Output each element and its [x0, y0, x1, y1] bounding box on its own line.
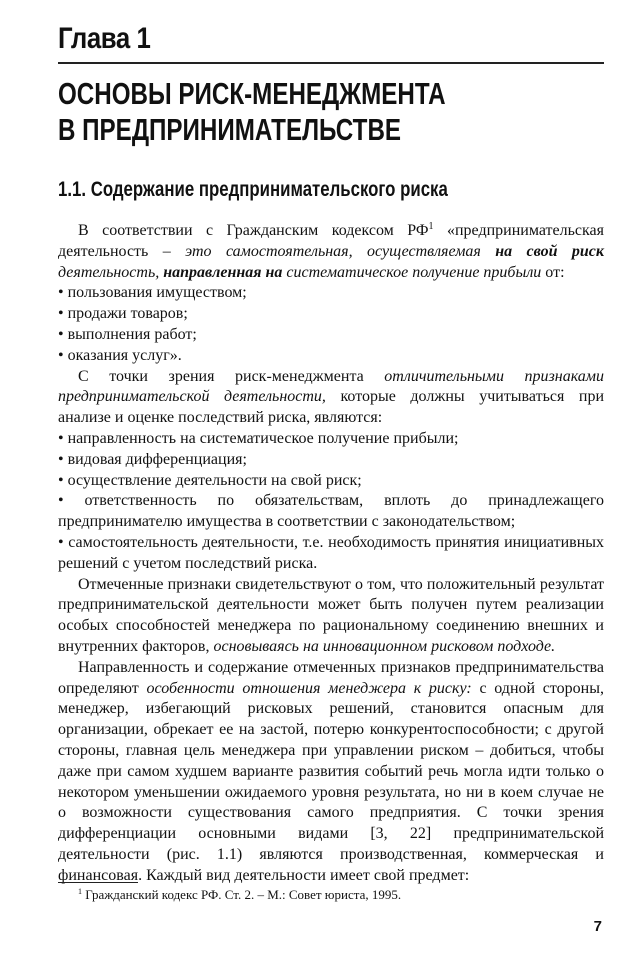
text-run: которые должны учитываться при анализе и оценке последствий риска, являются:: [58, 388, 605, 427]
italic-text: это самостоятельная, осуществляемая: [185, 242, 496, 260]
list-item: • осуществление деятельности на свой риск;: [58, 471, 362, 489]
italic-text: систематическое получение прибыли: [282, 263, 542, 281]
paragraph: [58, 367, 604, 429]
paragraph: [58, 575, 604, 658]
list-item: • видовая дифференциация;: [58, 450, 247, 468]
text-run: Отмеченные признаки свидетельствуют о том, что положительный результат предпринимательской деятельности может быть получен путем реализации особых способностей менеджера по рациональному соединению внешних и внутренних факторов,: [58, 575, 604, 655]
footnote: [58, 887, 604, 903]
text-run: С точки зрения риск-менеджмента: [78, 367, 385, 385]
page-number: 7: [593, 918, 602, 935]
list-item: • оказания услуг».: [58, 346, 182, 364]
footnote-text: Гражданский кодекс РФ. Ст. 2. – М.: Совет юриста, 1995.: [82, 887, 402, 902]
list-item: • направленность на систематическое получение прибыли;: [58, 429, 459, 447]
footnote-divider: [58, 882, 138, 883]
footnote-marker: 1: [78, 887, 82, 896]
text-run: от:: [541, 263, 565, 281]
chapter-title-line: ОСНОВЫ РИСК-МЕНЕДЖМЕНТА: [58, 76, 446, 111]
list-item: • продажи товаров;: [58, 305, 188, 323]
body-text: [58, 221, 604, 887]
list-item: • выполнения работ;: [58, 325, 197, 343]
paragraph: [58, 221, 604, 283]
bold-italic-text: направленная на: [163, 263, 283, 281]
text-run: «предпринимательская деятельность –: [58, 222, 605, 260]
bold-italic-text: на свой риск: [495, 242, 605, 260]
list-item: • ответственность по обязательствам, вплоть до принадлежащего предпринимателю имущества в соответствии с законодательством;: [58, 492, 604, 531]
list-item: • самостоятельность деятельности, т.е. необходимость принятия инициативных решений с учетом последствий риска.: [58, 533, 604, 572]
italic-text: деятельность,: [58, 263, 164, 281]
text-run: Направленность и содержание отмеченных признаков предпринимательства определяют: [58, 658, 604, 697]
chapter-title: [58, 76, 526, 148]
footnote-reference[interactable]: 1: [428, 221, 434, 232]
section-title: 1.1. Содержание предпринимательского риска: [58, 178, 448, 201]
italic-text: основываясь на инновационном рисковом подходе.: [213, 637, 556, 655]
chapter-divider: [58, 62, 604, 64]
text-run: с одной стороны, менеджер, избегающий рисковых решений, становится опасным для организации, обрекает ее на застой, потерю конкурентоспособности; с другой стороны, главная цель менеджера при управлении риском – добиться, чтобы даже при самом худшем варианте развития событий речь могла идти только о некотором уменьшении ожидаемого уровня результата, но ни в коем случае не о возможности существования самого предприятия. С точки зрения дифференциации основными видами [3, 22] предпринимательской деятельности (рис. 1.1) являются производственная, коммерческая и финансовая. Каждый вид деятельности имеет свой предмет:: [58, 679, 604, 884]
paragraph: [58, 658, 604, 887]
text-run: В соответствии с Гражданским кодексом РФ: [78, 222, 429, 239]
list-item: • пользования имуществом;: [58, 284, 247, 302]
italic-text: особенности отношения менеджера к риску:: [146, 679, 472, 697]
italic-text: отличительными признаками предпринимательской деятельности,: [58, 367, 604, 406]
chapter-label: Глава 1: [58, 22, 151, 55]
chapter-title-line: В ПРЕДПРИНИМАТЕЛЬСТВЕ: [58, 112, 402, 147]
